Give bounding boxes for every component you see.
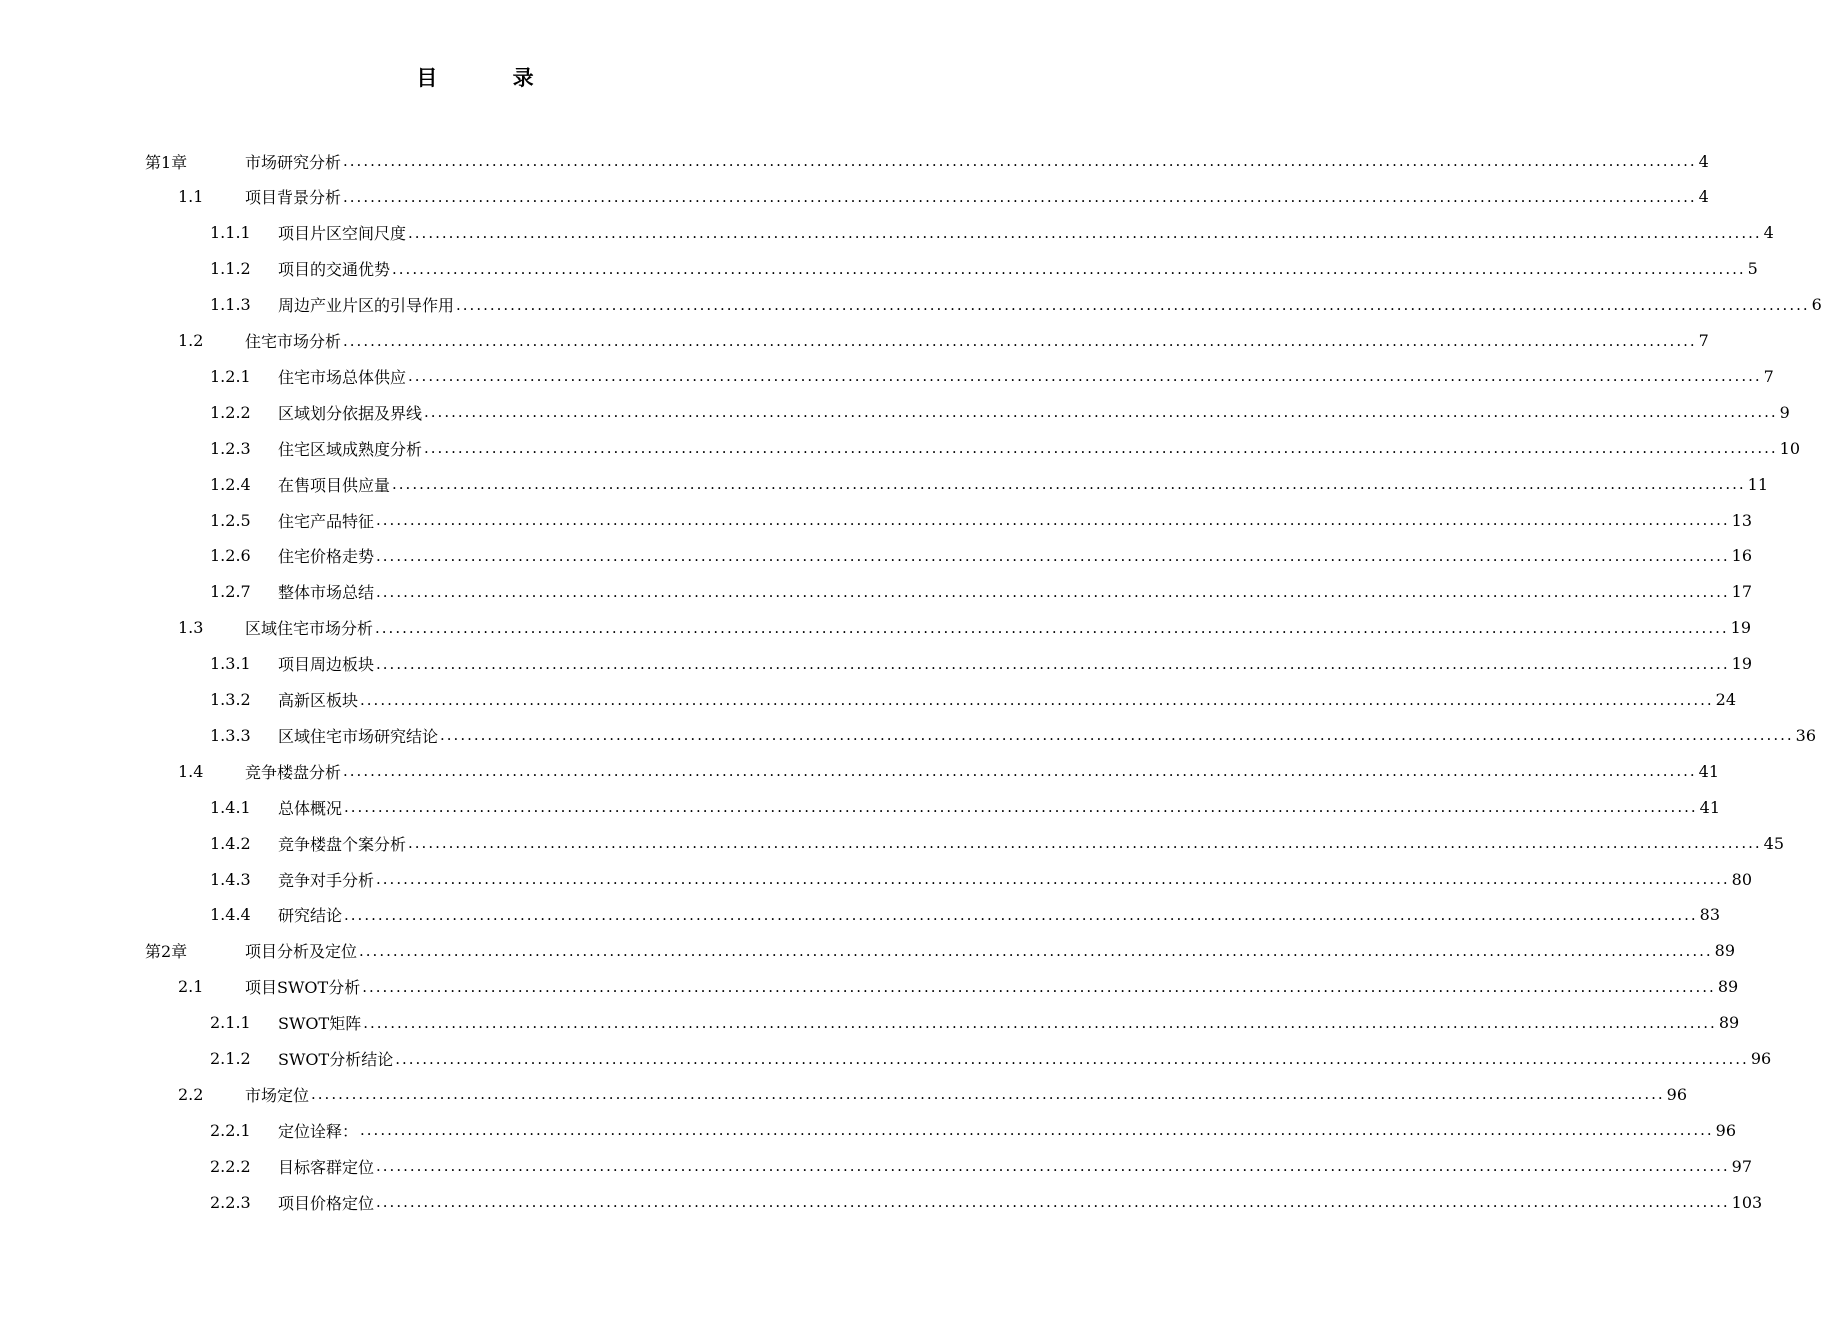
toc-entry-number: 1.3.2 [210, 690, 251, 709]
toc-dot-leader: ........................................................................................................................................................................................................ [360, 1121, 1714, 1140]
toc-entry-number: 1.1.2 [210, 259, 251, 279]
toc-dot-leader: ........................................................................................................................................................................................................ [392, 259, 1746, 278]
toc-entry-number: 第1章 [145, 152, 188, 172]
toc-dot-leader: ........................................................................................................................................................................................................ [392, 475, 1746, 494]
toc-entry-title: 项目分析及定位 [245, 942, 358, 962]
toc-entry-title: 周边产业片区的引导作用 [278, 296, 455, 316]
toc-dot-leader: ........................................................................................................................................................................................................ [395, 1049, 1749, 1068]
toc-dot-leader: ........................................................................................................................................................................................................ [440, 726, 1794, 745]
toc-entry-title: 竞争楼盘分析 [245, 762, 342, 782]
toc-entry-page: 7 [1763, 366, 1774, 386]
toc-entry-number: 2.2.2 [210, 1156, 251, 1176]
toc-entry-number: 2.1.1 [210, 1013, 251, 1033]
toc-entry-number: 1.2.5 [210, 510, 251, 530]
toc-entry-title: 区域住宅市场研究结论 [278, 726, 439, 746]
toc-entry-number: 1.1 [178, 187, 204, 207]
toc-entry-page: 5 [1747, 259, 1758, 279]
toc-dot-leader: ........................................................................................................................................................................................................ [376, 546, 1730, 565]
toc-entry[interactable] [210, 576, 1752, 608]
toc-entry-page: 6 [1811, 295, 1822, 315]
toc-entry-page: 80 [1731, 869, 1752, 889]
toc-dot-leader: ........................................................................................................................................................................................................ [359, 941, 1713, 960]
toc-entry-title: 区域划分依据及界线 [278, 403, 423, 423]
toc-dot-leader: ........................................................................................................................................................................................................ [456, 295, 1810, 314]
toc-entry-title: 整体市场总结 [278, 583, 375, 603]
toc-entry-number: 1.3.1 [210, 654, 251, 674]
toc-entry[interactable] [178, 325, 1709, 357]
toc-entry-page: 7 [1698, 331, 1709, 350]
toc-entry-page: 19 [1731, 654, 1752, 674]
toc-entry-page: 41 [1699, 797, 1720, 817]
toc-entry[interactable] [178, 1078, 1687, 1110]
toc-entry-number: 1.4.3 [210, 869, 251, 889]
toc-entry-number: 2.2 [178, 1084, 204, 1104]
toc-dot-leader: ........................................................................................................................................................................................................ [376, 654, 1730, 673]
toc-entry[interactable] [178, 181, 1709, 213]
toc-entry-title: 项目片区空间尺度 [278, 224, 407, 244]
toc-entry-page: 96 [1750, 1049, 1772, 1068]
toc-entry-number: 1.3 [178, 618, 204, 638]
toc-dot-leader: ........................................................................................................................................................................................................ [376, 511, 1730, 529]
toc-entry-page: 96 [1666, 1084, 1687, 1104]
toc-entry[interactable] [210, 1150, 1752, 1182]
toc-entry[interactable] [178, 971, 1739, 1003]
toc-entry[interactable] [210, 253, 1758, 285]
toc-dot-leader: ........................................................................................................................................................................................................ [376, 1157, 1730, 1176]
toc-entry-title: 市场定位 [245, 1085, 310, 1105]
toc-entry-page: 41 [1698, 761, 1719, 781]
toc-entry-title: 市场研究分析 [245, 152, 342, 172]
toc-entry-page: 19 [1730, 618, 1751, 638]
toc-entry[interactable] [210, 217, 1774, 249]
toc-entry[interactable] [210, 899, 1720, 931]
toc-entry[interactable] [178, 612, 1751, 644]
toc-entry-title: 住宅市场总体供应 [278, 367, 407, 387]
page-title: 目 录 [416, 65, 568, 90]
toc-entry-number: 1.4.1 [210, 797, 251, 817]
toc-entry[interactable] [210, 1114, 1736, 1146]
toc-entry-title: SWOT分析结论 [278, 1050, 394, 1069]
toc-entry-page: 10 [1779, 438, 1800, 458]
toc-entry-number: 1.2.7 [210, 582, 251, 602]
toc-entry-page: 4 [1698, 187, 1709, 207]
toc-entry[interactable] [210, 1007, 1740, 1039]
toc-dot-leader: ........................................................................................................................................................................................................ [376, 870, 1730, 888]
toc-entry-title: 项目价格定位 [278, 1193, 375, 1213]
toc-dot-leader: ........................................................................................................................................................................................................ [408, 367, 1762, 386]
toc-entry-page: 96 [1715, 1120, 1736, 1140]
toc-dot-leader: ........................................................................................................................................................................................................ [376, 1193, 1730, 1212]
toc-dot-leader: ........................................................................................................................................................................................................ [363, 1013, 1717, 1032]
toc-dot-leader: ........................................................................................................................................................................................................ [343, 152, 1697, 170]
toc-entry[interactable] [210, 360, 1774, 392]
toc-entry-page: 9 [1779, 402, 1790, 422]
toc-dot-leader: ........................................................................................................................................................................................................ [343, 762, 1697, 781]
toc-entry-number: 1.2.4 [210, 474, 251, 494]
toc-entry-number: 1.2.3 [210, 438, 251, 458]
toc-entry-page: 89 [1717, 977, 1739, 997]
toc-entry-page: 89 [1714, 941, 1735, 961]
toc-entry-page: 16 [1731, 546, 1752, 566]
toc-entry-title: 在售项目供应量 [278, 475, 391, 495]
toc-entry-number: 2.1.2 [210, 1049, 251, 1068]
toc-entry-number: 1.2.2 [210, 402, 251, 422]
toc-entry[interactable] [145, 935, 1735, 967]
toc-entry-title: 高新区板块 [278, 691, 359, 710]
toc-dot-leader: ........................................................................................................................................................................................................ [343, 187, 1697, 206]
toc-entry-title: 竞争楼盘个案分析 [278, 834, 407, 854]
toc-entry-title: 住宅产品特征 [278, 511, 375, 531]
toc-dot-leader: ........................................................................................................................................................................................................ [376, 582, 1730, 601]
toc-entry-number: 1.2.1 [210, 366, 251, 386]
toc-entry-number: 1.4 [178, 761, 204, 781]
toc-entry-page: 83 [1699, 905, 1720, 925]
toc-entry-page: 4 [1763, 223, 1774, 243]
toc-entry-title: 研究结论 [278, 906, 343, 926]
toc-entry-title: 目标客群定位 [278, 1157, 375, 1177]
toc-entry-number: 1.2 [178, 331, 204, 350]
toc-entry-title: SWOT矩阵 [278, 1014, 362, 1034]
toc-entry-number: 1.4.4 [210, 905, 251, 925]
toc-entry-title: 区域住宅市场分析 [245, 619, 374, 639]
toc-entry[interactable] [210, 863, 1752, 895]
toc-entry-page: 24 [1715, 690, 1736, 709]
toc-entry-number: 1.3.3 [210, 725, 251, 745]
toc-entry-page: 13 [1731, 510, 1752, 530]
toc-entry[interactable] [210, 504, 1752, 536]
toc-entry[interactable] [178, 755, 1719, 787]
toc-entry-number: 1.4.2 [210, 833, 251, 853]
toc-entry-title: 项目SWOT分析 [245, 978, 361, 998]
toc-entry-page: 89 [1718, 1013, 1740, 1033]
toc-entry[interactable] [210, 1186, 1763, 1218]
toc-entry-number: 1.1.1 [210, 223, 251, 243]
toc-entry-page: 4 [1698, 151, 1709, 171]
toc-entry[interactable] [210, 719, 1816, 751]
toc-entry-title: 住宅市场分析 [245, 332, 342, 351]
toc-dot-leader: ........................................................................................................................................................................................................ [343, 331, 1697, 350]
toc-dot-leader: ........................................................................................................................................................................................................ [375, 618, 1729, 637]
toc-entry[interactable] [210, 289, 1822, 321]
toc-entry-title: 定位诠释： [278, 1121, 359, 1141]
toc-entry[interactable] [210, 648, 1752, 680]
toc-entry[interactable] [210, 396, 1790, 428]
toc-entry[interactable] [145, 145, 1709, 177]
toc-dot-leader: ........................................................................................................................................................................................................ [311, 1085, 1665, 1104]
toc-dot-leader: ........................................................................................................................................................................................................ [408, 223, 1762, 242]
toc-entry-title: 项目周边板块 [278, 655, 375, 675]
toc-entry[interactable] [210, 827, 1784, 859]
toc-entry-number: 1.2.6 [210, 546, 251, 566]
toc-entry-title: 住宅价格走势 [278, 547, 375, 567]
toc-entry[interactable] [210, 432, 1800, 464]
toc-entry-number: 2.2.1 [210, 1120, 251, 1140]
toc-entry-page: 45 [1763, 833, 1784, 853]
toc-entry[interactable] [210, 791, 1720, 823]
toc-entry[interactable] [210, 684, 1736, 716]
toc-entry-page: 17 [1731, 582, 1752, 602]
toc-dot-leader: ........................................................................................................................................................................................................ [408, 834, 1762, 853]
toc-entry[interactable] [210, 540, 1752, 572]
toc-dot-leader: ........................................................................................................................................................................................................ [360, 690, 1714, 709]
toc-entry-title: 项目的交通优势 [278, 260, 391, 280]
toc-entry-page: 97 [1731, 1156, 1752, 1176]
toc-entry-page: 11 [1747, 474, 1768, 494]
toc-entry-title: 项目背景分析 [245, 188, 342, 208]
toc-dot-leader: ........................................................................................................................................................................................................ [362, 977, 1716, 996]
toc-entry-title: 竞争对手分析 [278, 870, 375, 890]
toc-entry[interactable] [210, 468, 1768, 500]
toc-dot-leader: ........................................................................................................................................................................................................ [344, 905, 1698, 924]
toc-dot-leader: ........................................................................................................................................................................................................ [424, 439, 1778, 458]
toc-entry-number: 2.1 [178, 977, 204, 997]
toc-entry-title: 总体概况 [278, 798, 343, 818]
toc-dot-leader: ........................................................................................................................................................................................................ [344, 798, 1698, 817]
toc-entry-number: 1.1.3 [210, 295, 251, 315]
toc-entry-title: 住宅区域成熟度分析 [278, 439, 423, 459]
toc-entry-page: 36 [1795, 725, 1816, 745]
toc-entry-number: 第2章 [145, 942, 188, 962]
toc-dot-leader: ........................................................................................................................................................................................................ [424, 403, 1778, 422]
toc-entry-number: 2.2.3 [210, 1192, 251, 1212]
toc-entry-page: 103 [1731, 1192, 1763, 1212]
toc-entry[interactable] [210, 1043, 1772, 1075]
